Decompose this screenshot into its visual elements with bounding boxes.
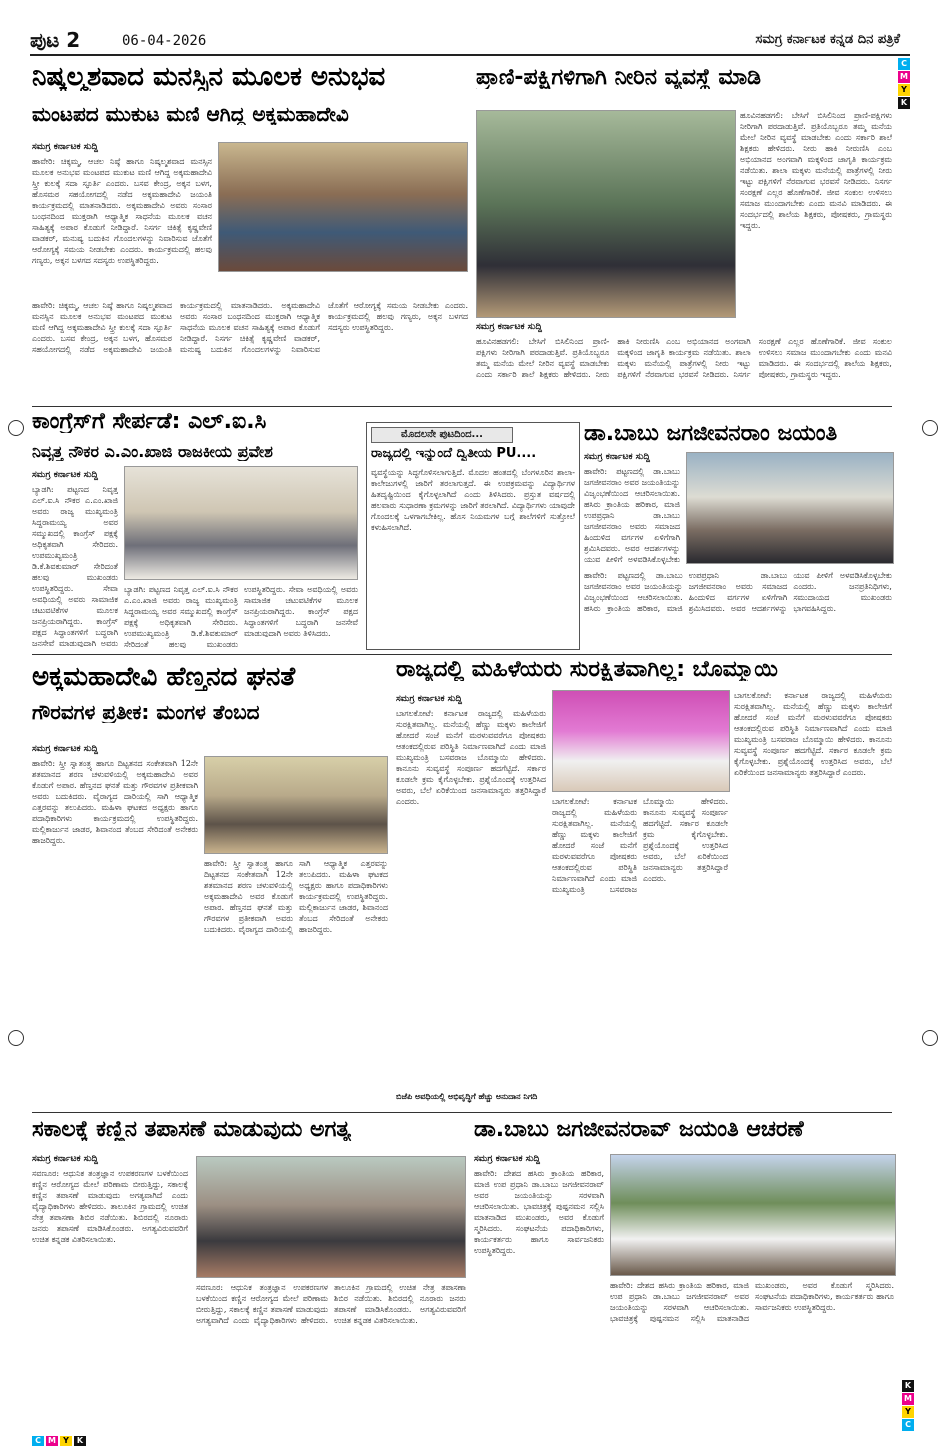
byline: ಸಮಗ್ರ ಕರ್ನಾಟಕ ಸುದ್ದಿ bbox=[32, 470, 98, 480]
article-body-cont: ಹೂವಿನಹಡಗಲಿ: ಬೇಸಿಗೆ ಬಿಸಿಲಿನಿಂದ ಪ್ರಾಣಿ-ಪಕ್ಷಿಗಳು ನೀರಿಗಾಗಿ ಪರದಾಡುತ್ತಿವೆ. ಪ್ರತಿಯೊಬ್ಬರೂ ತಮ್ಮ ಮನೆಯ ಮೇಲೆ ನೀರಿನ ವ್ಯವಸ್ಥೆ ಮಾಡಬೇಕು ಎಂದು ಸರ್ಕಾರಿ ಶಾಲೆ ಶಿಕ್ಷಕರು ಹೇಳಿದರು. ನೀರು ಹಾಕಿ ನೀರುಣಿಸಿ ಎಂಬ ಅಭಿಯಾನದ ಅಂಗವಾಗಿ ಮಕ್ಕಳಿಂದ ಜಾಗೃತಿ ಕಾರ್ಯಕ್ರಮ ನಡೆಯಿತು. ಶಾಲಾ ಮಕ್ಕಳು ಮನೆಯಲ್ಲಿ ಪಾತ್ರೆಗಳಲ್ಲಿ ನೀರು ಇಟ್ಟು ಪಕ್ಷಿಗಳಿಗೆ ನೆರವಾಗುವ ಭರವಸೆ ನೀಡಿದರು. ನಿಸರ್ಗ ಸಂರಕ್ಷಣೆ ಎಲ್ಲರ ಹೊಣೆಗಾರಿಕೆ. ಜೀವ ಸಂಕುಲ ಉಳಿಸಲು ಸಮಾಜ ಮುಂದಾಗಬೇಕು ಎಂದು ಮನವಿ ಮಾಡಿದರು. ಈ ಸಂದರ್ಭದಲ್ಲಿ ಶಾಲೆಯ ಶಿಕ್ಷಕರು, ಪೋಷಕರು, ಗ್ರಾಮಸ್ಥರು ಇದ್ದರು. bbox=[476, 337, 892, 379]
cmyk-y: Y bbox=[898, 84, 910, 96]
byline: ಸಮಗ್ರ ಕರ್ನಾಟಕ ಸುದ್ದಿ bbox=[476, 322, 542, 332]
article-body-cont: ಹಾವೇರಿ: ಪಟ್ಟಣದಲ್ಲಿ ಡಾ.ಬಾಬು ಜಗಜೀವನರಾಂ ಅವರ ಜಯಂತಿಯನ್ನು ವಿಜೃಂಭಣೆಯಿಂದ ಆಚರಿಸಲಾಯಿತು. ಹಸಿರು ಕ್ರಾಂತಿಯ ಹರಿಕಾರ, ಮಾಜಿ ಉಪಪ್ರಧಾನಿ ಡಾ.ಬಾಬು ಜಗಜೀವನರಾಂ ಅವರು ಸಮಾಜದ ಹಿಂದುಳಿದ ವರ್ಗಗಳ ಏಳಿಗೆಗಾಗಿ ಶ್ರಮಿಸಿದವರು. ಅವರ ಆದರ್ಶಗಳನ್ನು ಯುವ ಪೀಳಿಗೆ ಅಳವಡಿಸಿಕೊಳ್ಳಬೇಕು ಎಂದರು. ಜನಪ್ರತಿನಿಧಿಗಳು, ಸಮುದಾಯದ ಮುಖಂಡರು ಭಾಗವಹಿಸಿದ್ದರು. bbox=[584, 571, 892, 613]
issue-date: 06-04-2026 bbox=[122, 33, 207, 49]
article-body-cont: ಸವಣೂರ: ಆಧುನಿಕ ತಂತ್ರಜ್ಞಾನ ಉಪಕರಣಗಳ ಬಳಕೆಯಿಂದ ಕಣ್ಣಿನ ಆರೋಗ್ಯದ ಮೇಲೆ ಪರಿಣಾಮ ಬೀರುತ್ತಿದ್ದು, ಸಕಾಲಕ್ಕೆ ಕಣ್ಣಿನ ತಪಾಸಣೆ ಮಾಡುವುದು ಅಗತ್ಯವಾಗಿದೆ ಎಂದು ವೈದ್ಯಾಧಿಕಾರಿಗಳು ಹೇಳಿದರು. ತಾಲೂಕಿನ ಗ್ರಾಮದಲ್ಲಿ ಉಚಿತ ನೇತ್ರ ತಪಾಸಣಾ ಶಿಬಿರ ನಡೆಯಿತು. ಶಿಬಿರದಲ್ಲಿ ನೂರಾರು ಜನರು ತಪಾಸಣೆ ಮಾಡಿಸಿಕೊಂಡರು. ಅಗತ್ಯವಿರುವವರಿಗೆ ಉಚಿತ ಕನ್ನಡಕ ವಿತರಿಸಲಾಯಿತು. bbox=[196, 1283, 466, 1325]
cmyk-color-bar bbox=[32, 1436, 86, 1446]
article-akkamahadevi-1 bbox=[32, 64, 468, 404]
article-body-cont: ಹಾವೇರಿ: ಸ್ತ್ರೀ ಸ್ವಾತಂತ್ರ್ಯ ಹಾಗೂ ದಿಟ್ಟತನದ ಸಂಕೇತವಾಗಿ 12ನೇ ಶತಮಾನದ ಶರಣ ಚಳುವಳಿಯಲ್ಲಿ ಅಕ್ಕಮಹಾದೇವಿ ಅವರ ಕೊಡುಗೆ ಅಪಾರ. ಹೆಣ್ತನದ ಘನತೆ ಮತ್ತು ಗೌರವಗಳ ಪ್ರತೀಕವಾಗಿ ಅವರು ಬದುಕಿದರು. ವೈರಾಗ್ಯದ ದಾರಿಯಲ್ಲಿ ಸಾಗಿ ಆಧ್ಯಾತ್ಮಿಕ ಎತ್ತರವನ್ನು ತಲುಪಿದರು. ಮಹಿಳಾ ಘಟಕದ ಅಧ್ಯಕ್ಷರು ಹಾಗೂ ಪದಾಧಿಕಾರಿಗಳು ಕಾರ್ಯಕ್ರಮದಲ್ಲಿ ಉಪಸ್ಥಿತರಿದ್ದರು. ಮಲ್ಲಿಕಾರ್ಜುನ ಜಾಡರ, ಶಿವಾನಂದ ತೆಂಬದ ಸೇರಿದಂತೆ ಅನೇಕರು ಹಾಜರಿದ್ದರು. bbox=[204, 859, 388, 934]
registration-mark-icon bbox=[922, 1030, 938, 1046]
press-meet-photo bbox=[552, 690, 730, 792]
divider bbox=[32, 1112, 892, 1113]
byline: ಸಮಗ್ರ ಕರ್ನಾಟಕ ಸುದ್ದಿ bbox=[32, 1154, 98, 1164]
cmyk-c: C bbox=[898, 58, 910, 70]
article-body: ಹಾವೇರಿ: ಸ್ತ್ರೀ ಸ್ವಾತಂತ್ರ್ಯ ಹಾಗೂ ದಿಟ್ಟತನದ ಸಂಕೇತವಾಗಿ 12ನೇ ಶತಮಾನದ ಶರಣ ಚಳುವಳಿಯಲ್ಲಿ ಅಕ್ಕಮಹಾದೇವಿ ಅವರ ಕೊಡುಗೆ ಅಪಾರ. ಹೆಣ್ತನದ ಘನತೆ ಮತ್ತು ಗೌರವಗಳ ಪ್ರತೀಕವಾಗಿ ಅವರು ಬದುಕಿದರು. ವೈರಾಗ್ಯದ ದಾರಿಯಲ್ಲಿ ಸಾಗಿ ಆಧ್ಯಾತ್ಮಿಕ ಎತ್ತರವನ್ನು ತಲುಪಿದರು. ಮಹಿಳಾ ಘಟಕದ ಅಧ್ಯಕ್ಷರು ಹಾಗೂ ಪದಾಧಿಕಾರಿಗಳು ಕಾರ್ಯಕ್ರಮದಲ್ಲಿ ಉಪಸ್ಥಿತರಿದ್ದರು. ಮಲ್ಲಿಕಾರ್ಜುನ ಜಾಡರ, ಶಿವಾನಂದ ತೆಂಬದ ಸೇರಿದಂತೆ ಅನೇಕರು ಹಾಜರಿದ್ದರು. bbox=[32, 759, 198, 845]
article-body: ಹಾವೇರಿ: ಪಟ್ಟಣದಲ್ಲಿ ಡಾ.ಬಾಬು ಜಗಜೀವನರಾಂ ಅವರ ಜಯಂತಿಯನ್ನು ವಿಜೃಂಭಣೆಯಿಂದ ಆಚರಿಸಲಾಯಿತು. ಹಸಿರು ಕ್ರಾಂತಿಯ ಹರಿಕಾರ, ಮಾಜಿ ಉಪಪ್ರಧಾನಿ ಡಾ.ಬಾಬು ಜಗಜೀವನರಾಂ ಅವರು ಸಮಾಜದ ಹಿಂದುಳಿದ ವರ್ಗಗಳ ಏಳಿಗೆಗಾಗಿ ಶ್ರಮಿಸಿದವರು. ಅವರ ಆದರ್ಶಗಳನ್ನು ಯುವ ಪೀಳಿಗೆ ಅಳವಡಿಸಿಕೊಳ್ಳಬೇಕು bbox=[584, 467, 680, 564]
article-jagjivanram-jayanti bbox=[584, 422, 892, 648]
subheadline: ಮಂಟಪದ ಮುಕುಟ ಮಣಿ ಆಗಿದ್ದ ಅಕ್ಕಮಹಾದೇವಿ bbox=[32, 104, 349, 125]
article-body-cont: ಹಾವೇರಿ: ಚಿಕ್ಕಮ್ಮ, ಆಚಲ ನಿಷ್ಠೆ ಹಾಗೂ ನಿಷ್ಕಲ್ಮಶವಾದ ಮನಸ್ಸಿನ ಮೂಲಕ ಅನುಭವ ಮಂಟಪದ ಮುಕುಟ ಮಣಿ ಆಗಿದ್ದ ಅಕ್ಕಮಹಾದೇವಿ ಸ್ತ್ರೀ ಕುಲಕ್ಕೆ ಸದಾ ಸ್ಫೂರ್ತಿ ಎಂದರು. ಬಸವ ಕೇಂದ್ರ, ಅಕ್ಕನ ಬಳಗ, ಹೊಸಮಠ ಸಹಯೋಗದಲ್ಲಿ ನಡೆದ ಅಕ್ಕಮಹಾದೇವಿ ಜಯಂತಿ ಕಾರ್ಯಕ್ರಮದಲ್ಲಿ ಮಾತನಾಡಿದರು. ಅಕ್ಕಮಹಾದೇವಿ ಅವರು ಸಂಸಾರ ಬಂಧನದಿಂದ ಮುಕ್ತರಾಗಿ ಆಧ್ಯಾತ್ಮಿಕ ಸಾಧನೆಯ ಮೂಲಕ ವಚನ ಸಾಹಿತ್ಯಕ್ಕೆ ಅಪಾರ ಕೊಡುಗೆ ನೀಡಿದ್ದಾರೆ. ನಿಸರ್ಗ ಚಿಕಿತ್ಸೆ ಕೃಷ್ಣವೇಣಿ ವಾಡಕರ್, ಮನುಷ್ಯ ಬದುಕಿನ ಗೊಂದಲಗಳನ್ನು ನಿವಾರಿಸುವ ಜೊತೆಗೆ ಆರೋಗ್ಯಕ್ಕೆ ಸಮಯ ನೀಡಬೇಕು ಎಂದರು. ಕಾರ್ಯಕ್ರಮದಲ್ಲಿ ಹಲವು ಗಣ್ಯರು, ಅಕ್ಕನ ಬಳಗದ ಸದಸ್ಯರು ಉಪಸ್ಥಿತರಿದ್ದರು. bbox=[32, 301, 468, 354]
headline: ಅಕ್ಕಮಹಾದೇವಿ ಹೆಣ್ತನದ ಘನತೆ bbox=[32, 664, 296, 692]
article-body: ಬ್ಯಾಡಗಿ: ಪಟ್ಟಣದ ನಿವೃತ್ತ ಎಲ್.ಐ.ಸಿ ನೌಕರ ಎ.ಎಂ.ಖಾಜಿ ಅವರು ರಾಜ್ಯ ಮುಖ್ಯಮಂತ್ರಿ ಸಿದ್ದರಾಮಯ್ಯ ಅವರ ಸಮ್ಮುಖದಲ್ಲಿ ಕಾಂಗ್ರೆಸ್ ಪಕ್ಷಕ್ಕೆ ಅಧಿಕೃತವಾಗಿ ಸೇರಿದರು. ಉಪಮುಖ್ಯಮಂತ್ರಿ ಡಿ.ಕೆ.ಶಿವಕುಮಾರ್ ಸೇರಿದಂತೆ ಹಲವು ಮುಖಂಡರು ಉಪಸ್ಥಿತರಿದ್ದರು. ಸೇವಾ ಅವಧಿಯಲ್ಲಿ ಅವರು ಸಾಮಾಜಿಕ ಚಟುವಟಿಕೆಗಳ ಮೂಲಕ ಜನಪ್ರಿಯರಾಗಿದ್ದರು. ಕಾಂಗ್ರೆಸ್ ಪಕ್ಷದ ಸಿದ್ಧಾಂತಗಳಿಗೆ ಬದ್ಧರಾಗಿ ಜನಸೇವೆ ಮಾಡುವುದಾಗಿ ಅವರು bbox=[32, 485, 118, 648]
divider bbox=[32, 406, 892, 407]
cmyk-color-bar bbox=[898, 58, 910, 109]
students-photo bbox=[476, 110, 736, 318]
byline: ಸಮಗ್ರ ಕರ್ನಾಟಕ ಸುದ್ದಿ bbox=[32, 744, 98, 754]
subheadline: ಗೌರವಗಳ ಪ್ರತೀಕ: ಮಂಗಳ ತೆಂಬದ bbox=[32, 702, 260, 723]
byline: ಸಮಗ್ರ ಕರ್ನಾಟಕ ಸುದ್ದಿ bbox=[474, 1154, 540, 1164]
article-body: ಬಾಗಲಕೋಟೆ: ಕರ್ನಾಟಕ ರಾಜ್ಯದಲ್ಲಿ ಮಹಿಳೆಯರು ಸುರಕ್ಷಿತವಾಗಿಲ್ಲ. ಮನೆಯಲ್ಲಿ ಹೆಣ್ಣು ಮಕ್ಕಳು ಕಾಲೇಜಿಗೆ ಹೋದರೆ ಸಂಜೆ ಮನೆಗೆ ಮರಳುವವರೆಗೂ ಪೋಷಕರು ಆತಂಕದಲ್ಲಿರುವ ಪರಿಸ್ಥಿತಿ ನಿರ್ಮಾಣವಾಗಿದೆ ಎಂದು ಮಾಜಿ ಮುಖ್ಯಮಂತ್ರಿ ಬಸವರಾಜ ಬೊಮ್ಮಾಯಿ ಹೇಳಿದರು. ಕಾನೂನು ಸುವ್ಯವಸ್ಥೆ ಸಂಪೂರ್ಣ ಹದಗೆಟ್ಟಿದೆ. ಸರ್ಕಾರ ಕೂಡಲೇ ಕ್ರಮ ಕೈಗೊಳ್ಳಬೇಕು. ಪ್ರಶ್ನೆಯೊಂದಕ್ಕೆ ಉತ್ತರಿಸಿದ ಅವರು, ಬೆಲೆ ಏರಿಕೆಯಿಂದ ಜನಸಾಮಾನ್ಯರು ತತ್ತರಿಸಿದ್ದಾರೆ ಎಂದರು. bbox=[396, 709, 546, 806]
cmyk-k: K bbox=[898, 97, 910, 109]
article-body: ಸವಣೂರ: ಆಧುನಿಕ ತಂತ್ರಜ್ಞಾನ ಉಪಕರಣಗಳ ಬಳಕೆಯಿಂದ ಕಣ್ಣಿನ ಆರೋಗ್ಯದ ಮೇಲೆ ಪರಿಣಾಮ ಬೀರುತ್ತಿದ್ದು, ಸಕಾಲಕ್ಕೆ ಕಣ್ಣಿನ ತಪಾಸಣೆ ಮಾಡುವುದು ಅಗತ್ಯವಾಗಿದೆ ಎಂದು ವೈದ್ಯಾಧಿಕಾರಿಗಳು ಹೇಳಿದರು. ತಾಲೂಕಿನ ಗ್ರಾಮದಲ್ಲಿ ಉಚಿತ ನೇತ್ರ ತಪಾಸಣಾ ಶಿಬಿರ ನಡೆಯಿತು. ಶಿಬಿರದಲ್ಲಿ ನೂರಾರು ಜನರು ತಪಾಸಣೆ ಮಾಡಿಸಿಕೊಂಡರು. ಅಗತ್ಯವಿರುವವರಿಗೆ ಉಚಿತ ಕನ್ನಡಕ ವಿತರಿಸಲಾಯಿತು. bbox=[32, 1169, 188, 1244]
headline: ನಿಷ್ಕಲ್ಮಶವಾದ ಮನಸ್ಸಿನ ಮೂಲಕ ಅನುಭವ bbox=[32, 64, 386, 92]
cmyk-color-bar bbox=[902, 1380, 914, 1431]
continued-label: ಮೊದಲನೇ ಪುಟದಿಂದ... bbox=[371, 427, 513, 443]
article-body-cont: ಬಾಗಲಕೋಟೆ: ಕರ್ನಾಟಕ ರಾಜ್ಯದಲ್ಲಿ ಮಹಿಳೆಯರು ಸುರಕ್ಷಿತವಾಗಿಲ್ಲ. ಮನೆಯಲ್ಲಿ ಹೆಣ್ಣು ಮಕ್ಕಳು ಕಾಲೇಜಿಗೆ ಹೋದರೆ ಸಂಜೆ ಮನೆಗೆ ಮರಳುವವರೆಗೂ ಪೋಷಕರು ಆತಂಕದಲ್ಲಿರುವ ಪರಿಸ್ಥಿತಿ ನಿರ್ಮಾಣವಾಗಿದೆ ಎಂದು ಮಾಜಿ ಮುಖ್ಯಮಂತ್ರಿ ಬಸವರಾಜ ಬೊಮ್ಮಾಯಿ ಹೇಳಿದರು. ಕಾನೂನು ಸುವ್ಯವಸ್ಥೆ ಸಂಪೂರ್ಣ ಹದಗೆಟ್ಟಿದೆ. ಸರ್ಕಾರ ಕೂಡಲೇ ಕ್ರಮ ಕೈಗೊಳ್ಳಬೇಕು. ಪ್ರಶ್ನೆಯೊಂದಕ್ಕೆ ಉತ್ತರಿಸಿದ ಅವರು, ಬೆಲೆ ಏರಿಕೆಯಿಂದ ಜನಸಾಮಾನ್ಯರು ತತ್ತರಿಸಿದ್ದಾರೆ ಎಂದರು. bbox=[552, 797, 728, 894]
byline: ಸಮಗ್ರ ಕರ್ನಾಟಕ ಸುದ್ದಿ bbox=[32, 142, 98, 152]
cmyk-m: M bbox=[46, 1436, 58, 1446]
cmyk-c: C bbox=[902, 1419, 914, 1431]
article-eye-checkup bbox=[32, 1118, 466, 1430]
headline: ಪ್ರಾಣಿ-ಪಕ್ಷಿಗಳಿಗಾಗಿ ನೀರಿನ ವ್ಯವಸ್ಥೆ ಮಾಡಿ bbox=[476, 66, 761, 90]
party-joining-photo bbox=[124, 466, 358, 580]
divider bbox=[32, 654, 892, 655]
jayanti-photo bbox=[686, 452, 894, 564]
continued-note: ಬಿಜೆಪಿ ಅವಧಿಯಲ್ಲಿ ಅಭಿವೃದ್ಧಿಗೆ ಹೆಚ್ಚು ಅನುದಾನ ನಿಗದಿ bbox=[396, 1092, 538, 1101]
cmyk-c: C bbox=[32, 1436, 44, 1446]
headline: ಸಕಾಲಕ್ಕೆ ಕಣ್ಣಿನ ತಪಾಸಣೆ ಮಾಡುವುದು ಅಗತ್ಯ bbox=[32, 1118, 352, 1142]
cmyk-k: K bbox=[74, 1436, 86, 1446]
tribute-photo bbox=[610, 1154, 896, 1276]
cmyk-m: M bbox=[898, 71, 910, 83]
eye-camp-photo bbox=[196, 1156, 466, 1278]
article-body: ಹಾವೇರಿ: ಚಿಕ್ಕಮ್ಮ, ಆಚಲ ನಿಷ್ಠೆ ಹಾಗೂ ನಿಷ್ಕಲ್ಮಶವಾದ ಮನಸ್ಸಿನ ಮೂಲಕ ಅನುಭವ ಮಂಟಪದ ಮುಕುಟ ಮಣಿ ಆಗಿದ್ದ ಅಕ್ಕಮಹಾದೇವಿ ಸ್ತ್ರೀ ಕುಲಕ್ಕೆ ಸದಾ ಸ್ಫೂರ್ತಿ ಎಂದರು. ಬಸವ ಕೇಂದ್ರ, ಅಕ್ಕನ ಬಳಗ, ಹೊಸಮಠ ಸಹಯೋಗದಲ್ಲಿ ನಡೆದ ಅಕ್ಕಮಹಾದೇವಿ ಜಯಂತಿ ಕಾರ್ಯಕ್ರಮದಲ್ಲಿ ಮಾತನಾಡಿದರು. ಅಕ್ಕಮಹಾದೇವಿ ಅವರು ಸಂಸಾರ ಬಂಧನದಿಂದ ಮುಕ್ತರಾಗಿ ಆಧ್ಯಾತ್ಮಿಕ ಸಾಧನೆಯ ಮೂಲಕ ವಚನ ಸಾಹಿತ್ಯಕ್ಕೆ ಅಪಾರ ಕೊಡುಗೆ ನೀಡಿದ್ದಾರೆ. ನಿಸರ್ಗ ಚಿಕಿತ್ಸೆ ಕೃಷ್ಣವೇಣಿ ವಾಡಕರ್, ಮನುಷ್ಯ ಬದುಕಿನ ಗೊಂದಲಗಳನ್ನು ನಿವಾರಿಸುವ ಜೊತೆಗೆ ಆರೋಗ್ಯಕ್ಕೆ ಸಮಯ ನೀಡಬೇಕು ಎಂದರು. ಕಾರ್ಯಕ್ರಮದಲ್ಲಿ ಹಲವು ಗಣ್ಯರು, ಅಕ್ಕನ ಬಳಗದ ಸದಸ್ಯರು ಉಪಸ್ಥಿತರಿದ್ದರು. bbox=[32, 157, 212, 265]
article-body-cont: ಬ್ಯಾಡಗಿ: ಪಟ್ಟಣದ ನಿವೃತ್ತ ಎಲ್.ಐ.ಸಿ ನೌಕರ ಎ.ಎಂ.ಖಾಜಿ ಅವರು ರಾಜ್ಯ ಮುಖ್ಯಮಂತ್ರಿ ಸಿದ್ದರಾಮಯ್ಯ ಅವರ ಸಮ್ಮುಖದಲ್ಲಿ ಕಾಂಗ್ರೆಸ್ ಪಕ್ಷಕ್ಕೆ ಅಧಿಕೃತವಾಗಿ ಸೇರಿದರು. ಉಪಮುಖ್ಯಮಂತ್ರಿ ಡಿ.ಕೆ.ಶಿವಕುಮಾರ್ ಸೇರಿದಂತೆ ಹಲವು ಮುಖಂಡರು ಉಪಸ್ಥಿತರಿದ್ದರು. ಸೇವಾ ಅವಧಿಯಲ್ಲಿ ಅವರು ಸಾಮಾಜಿಕ ಚಟುವಟಿಕೆಗಳ ಮೂಲಕ ಜನಪ್ರಿಯರಾಗಿದ್ದರು. ಕಾಂಗ್ರೆಸ್ ಪಕ್ಷದ ಸಿದ್ಧಾಂತಗಳಿಗೆ ಬದ್ಧರಾಗಿ ಜನಸೇವೆ ಮಾಡುವುದಾಗಿ ಅವರು ತಿಳಿಸಿದರು. bbox=[124, 585, 358, 649]
article-body: ವ್ಯವಸ್ಥೆಯನ್ನು ಸಿದ್ಧಗೊಳಿಸಲಾಗುತ್ತಿದೆ. ಮೊದಲ ಹಂತದಲ್ಲಿ ಬೆಂಗಳೂರಿನ ಶಾಲಾ-ಕಾಲೇಜುಗಳಲ್ಲಿ ಜಾರಿಗೆ ತರಲಾಗುತ್ತದೆ. ಈ ಉಪಕ್ರಮವನ್ನು ವಿದ್ಯಾರ್ಥಿಗಳ ಹಿತದೃಷ್ಟಿಯಿಂದ ಕೈಗೊಳ್ಳಲಾಗಿದೆ ಎಂದು ತಿಳಿಸಿದರು. ಪ್ರಸ್ತುತ ವರ್ಷದಲ್ಲಿ ಹಲವಾರು ಸುಧಾರಣಾ ಕ್ರಮಗಳನ್ನು ಜಾರಿಗೆ ತರಲಾಗಿದೆ. ವಿದ್ಯಾರ್ಥಿಗಳು ಯಾವುದೇ ಗೊಂದಲಕ್ಕೆ ಒಳಗಾಗಬೇಕಿಲ್ಲ. ಹೊಸ ನಿಯಮಗಳ ಬಗ್ಗೆ ಶಾಲೆಗಳಿಗೆ ಸುತ್ತೋಲೆ ಕಳುಹಿಸಲಾಗಿದೆ. bbox=[371, 468, 575, 532]
article-congress-joining bbox=[32, 410, 360, 652]
article-body: ಹೂವಿನಹಡಗಲಿ: ಬೇಸಿಗೆ ಬಿಸಿಲಿನಿಂದ ಪ್ರಾಣಿ-ಪಕ್ಷಿಗಳು ನೀರಿಗಾಗಿ ಪರದಾಡುತ್ತಿವೆ. ಪ್ರತಿಯೊಬ್ಬರೂ ತಮ್ಮ ಮನೆಯ ಮೇಲೆ ನೀರಿನ ವ್ಯವಸ್ಥೆ ಮಾಡಬೇಕು ಎಂದು ಸರ್ಕಾರಿ ಶಾಲೆ ಶಿಕ್ಷಕರು ಹೇಳಿದರು. ನೀರು ಹಾಕಿ ನೀರುಣಿಸಿ ಎಂಬ ಅಭಿಯಾನದ ಅಂಗವಾಗಿ ಮಕ್ಕಳಿಂದ ಜಾಗೃತಿ ಕಾರ್ಯಕ್ರಮ ನಡೆಯಿತು. ಶಾಲಾ ಮಕ್ಕಳು ಮನೆಯಲ್ಲಿ ಪಾತ್ರೆಗಳಲ್ಲಿ ನೀರು ಇಟ್ಟು ಪಕ್ಷಿಗಳಿಗೆ ನೆರವಾಗುವ ಭರವಸೆ ನೀಡಿದರು. ನಿಸರ್ಗ ಸಂರಕ್ಷಣೆ ಎಲ್ಲರ ಹೊಣೆಗಾರಿಕೆ. ಜೀವ ಸಂಕುಲ ಉಳಿಸಲು ಸಮಾಜ ಮುಂದಾಗಬೇಕು ಎಂದು ಮನವಿ ಮಾಡಿದರು. ಈ ಸಂದರ್ಭದಲ್ಲಿ ಶಾಲೆಯ ಶಿಕ್ಷಕರು, ಪೋಷಕರು, ಗ್ರಾಮಸ್ಥರು ಇದ್ದರು. bbox=[740, 111, 892, 230]
article-puc-continued bbox=[366, 422, 580, 650]
article-water-for-birds bbox=[476, 64, 892, 404]
article-akkamahadevi-2 bbox=[32, 664, 388, 1108]
page-number: ಪುಟ 2 bbox=[30, 28, 81, 52]
article-jagjivanram-celebration bbox=[474, 1118, 894, 1430]
registration-mark-icon bbox=[922, 420, 938, 436]
headline: ಡಾ.ಬಾಬು ಜಗಜೀವನರಾವ್ ಜಯಂತಿ ಆಚರಣೆ bbox=[474, 1118, 804, 1142]
byline: ಸಮಗ್ರ ಕರ್ನಾಟಕ ಸುದ್ದಿ bbox=[396, 694, 462, 704]
headline: ರಾಜ್ಯದಲ್ಲಿ ಇನ್ನುಂದೆ ದ್ವಿತೀಯ PU.... bbox=[371, 447, 537, 461]
headline: ಕಾಂಗ್ರೆಸ್‌ಗೆ ಸೇರ್ಪಡೆ: ಎಲ್.ಐ.ಸಿ bbox=[32, 410, 267, 434]
cmyk-k: K bbox=[902, 1380, 914, 1392]
cmyk-y: Y bbox=[60, 1436, 72, 1446]
registration-mark-icon bbox=[8, 420, 24, 436]
subheadline: ನಿವೃತ್ತ ನೌಕರ ಎ.ಎಂ.ಖಾಜಿ ರಾಜಕೀಯ ಪ್ರವೇಶ bbox=[32, 444, 273, 461]
cmyk-m: M bbox=[902, 1393, 914, 1405]
article-body: ಹಾವೇರಿ: ದೇಶದ ಹಸಿರು ಕ್ರಾಂತಿಯ ಹರಿಕಾರ, ಮಾಜಿ ಉಪ ಪ್ರಧಾನಿ ಡಾ.ಬಾಬು ಜಗಜೀವನರಾವ್ ಅವರ ಜಯಂತಿಯನ್ನು ಸರಳವಾಗಿ ಆಚರಿಸಲಾಯಿತು. ಭಾವಚಿತ್ರಕ್ಕೆ ಪುಷ್ಪನಮನ ಸಲ್ಲಿಸಿ ಮಾತನಾಡಿದ ಮುಖಂಡರು, ಅವರ ಕೊಡುಗೆ ಸ್ಮರಿಸಿದರು. ಸಂಘಟನೆಯ ಪದಾಧಿಕಾರಿಗಳು, ಕಾರ್ಯಕರ್ತರು ಹಾಗೂ ಸಾರ್ವಜನಿಕರು ಉಪಸ್ಥಿತರಿದ್ದರು. bbox=[474, 1169, 604, 1255]
headline: ರಾಜ್ಯದಲ್ಲಿ ಮಹಿಳೆಯರು ಸುರಕ್ಷಿತವಾಗಿಲ್ಲ: ಬೊಮ್ಮಾಯಿ bbox=[396, 658, 778, 682]
article-body-cont-2: ಬಾಗಲಕೋಟೆ: ಕರ್ನಾಟಕ ರಾಜ್ಯದಲ್ಲಿ ಮಹಿಳೆಯರು ಸುರಕ್ಷಿತವಾಗಿಲ್ಲ. ಮನೆಯಲ್ಲಿ ಹೆಣ್ಣು ಮಕ್ಕಳು ಕಾಲೇಜಿಗೆ ಹೋದರೆ ಸಂಜೆ ಮನೆಗೆ ಮರಳುವವರೆಗೂ ಪೋಷಕರು ಆತಂಕದಲ್ಲಿರುವ ಪರಿಸ್ಥಿತಿ ನಿರ್ಮಾಣವಾಗಿದೆ ಎಂದು ಮಾಜಿ ಮುಖ್ಯಮಂತ್ರಿ ಬಸವರಾಜ ಬೊಮ್ಮಾಯಿ ಹೇಳಿದರು. ಕಾನೂನು ಸುವ್ಯವಸ್ಥೆ ಸಂಪೂರ್ಣ ಹದಗೆಟ್ಟಿದೆ. ಸರ್ಕಾರ ಕೂಡಲೇ ಕ್ರಮ ಕೈಗೊಳ್ಳಬೇಕು. ಪ್ರಶ್ನೆಯೊಂದಕ್ಕೆ ಉತ್ತರಿಸಿದ ಅವರು, ಬೆಲೆ ಏರಿಕೆಯಿಂದ ಜನಸಾಮಾನ್ಯರು ತತ್ತರಿಸಿದ್ದಾರೆ ಎಂದರು. bbox=[734, 691, 892, 777]
group-photo bbox=[218, 142, 468, 272]
byline: ಸಮಗ್ರ ಕರ್ನಾಟಕ ಸುದ್ದಿ bbox=[584, 452, 650, 462]
headline: ಡಾ.ಬಾಬು ಜಗಜೀವನರಾಂ ಜಯಂತಿ bbox=[584, 422, 838, 446]
masthead bbox=[30, 28, 910, 56]
article-body-cont: ಹಾವೇರಿ: ದೇಶದ ಹಸಿರು ಕ್ರಾಂತಿಯ ಹರಿಕಾರ, ಮಾಜಿ ಉಪ ಪ್ರಧಾನಿ ಡಾ.ಬಾಬು ಜಗಜೀವನರಾವ್ ಅವರ ಜಯಂತಿಯನ್ನು ಸರಳವಾಗಿ ಆಚರಿಸಲಾಯಿತು. ಭಾವಚಿತ್ರಕ್ಕೆ ಪುಷ್ಪನಮನ ಸಲ್ಲಿಸಿ ಮಾತನಾಡಿದ ಮುಖಂಡರು, ಅವರ ಕೊಡುಗೆ ಸ್ಮರಿಸಿದರು. ಸಂಘಟನೆಯ ಪದಾಧಿಕಾರಿಗಳು, ಕಾರ್ಯಕರ್ತರು ಹಾಗೂ ಸಾರ್ವಜನಿಕರು ಉಪಸ್ಥಿತರಿದ್ದರು. bbox=[610, 1281, 894, 1323]
paper-name: ಸಮಗ್ರ ಕರ್ನಾಟಕ ಕನ್ನಡ ದಿನ ಪತ್ರಿಕೆ bbox=[755, 32, 900, 47]
event-photo bbox=[204, 756, 388, 854]
registration-mark-icon bbox=[8, 1030, 24, 1046]
cmyk-y: Y bbox=[902, 1406, 914, 1418]
article-bommai-women-safety bbox=[396, 658, 892, 1108]
